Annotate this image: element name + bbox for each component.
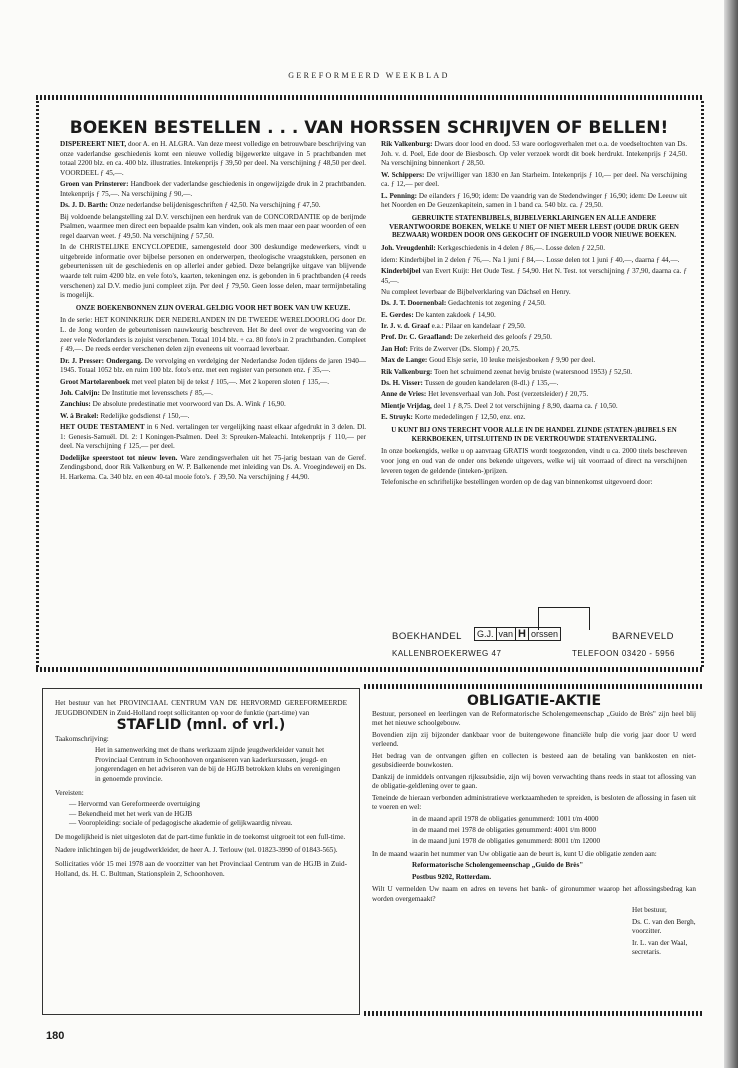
staflid-title: STAFLID (mnl. of vrl.) <box>116 717 286 734</box>
book-entry <box>60 412 366 422</box>
book-entry-lead: Dr. J. Presser: Ondergang. <box>60 356 143 365</box>
obligatie-border-top <box>364 684 704 689</box>
ad-border-top <box>36 95 704 100</box>
book-entry-lead: Kinderbijbel <box>381 266 421 275</box>
logo-phone: TELEFOON 03420 - 5956 <box>572 649 675 658</box>
book-entry-text: door A. en H. ALGRA. Van deze meest volledige en betrouwbare beschrijving van onze vaderlandse geschiedenis komt een nieuwe volledig bijgewerkte uitgave in 5 prachtbanden met totaal 2200 blz. en ca. 400 blz. illustraties. Intekenprijs ƒ 39,50 per deel. Na verschijning ƒ 48,50 per deel. VOORDEEL ƒ 45,—. <box>60 140 366 177</box>
book-entry-lead: Ir. J. v. d. Graaf <box>381 322 430 331</box>
book-entry <box>381 333 687 343</box>
ad-headline: BOEKEN BESTELLEN . . . VAN HORSSEN SCHRIJVEN OF BELLEN! <box>69 118 669 138</box>
staflid-paragraph: Sollicitaties vóór 15 mei 1978 aan de voorzitter van het Provinciaal Centrum van de HGJB in Zuid-Holland, ds. H. C. Bultman, Stationsplein 2, Schoonhoven. <box>55 859 347 878</box>
book-entry <box>381 379 687 389</box>
book-entry <box>381 368 687 378</box>
book-entry-text: Ware zendingsverhalen uit het 75-jarig bestaan van de Geref. Zendingsbond, door Rik Valkenburg en W. P. Balkenende met inleiding van Ds. A. Vroegindeweij en Ds. H. Harkema. Ca. 340 blz. en een 40-tal mooie foto's. ƒ 39,50. Na verschijning ƒ 44,90. <box>60 453 366 481</box>
book-entry-lead: Zanchius: <box>60 400 91 409</box>
requirement-item: — Hervormd van Gereformeerde overtuiging <box>77 800 347 810</box>
book-entry <box>60 316 366 354</box>
book-entry-lead: DISPEREERT NIET, <box>60 140 127 148</box>
left-subheading: ONZE BOEKENBONNEN ZIJN OVERAL GELDIG VOOR HET BOEK VAN UW KEUZE. <box>75 304 351 312</box>
obligatie-content <box>372 694 696 960</box>
page-number: 180 <box>46 1030 65 1042</box>
book-entry-text: Onze nederlandse belijdenisgeschriften ƒ 42,50. Na verschijning ƒ 47,50. <box>107 201 321 210</box>
book-entry-text: Nu compleet leverbaar de Bijbelverklaring van Dächsel en Henry. <box>381 287 571 296</box>
obligatie-paragraph: Het bedrag van de ontvangen giften en collecten is besteed aan de betaling van bankkosten en niet-gesubsidieerde bouwkosten. <box>372 751 696 770</box>
book-entry <box>381 288 687 298</box>
book-entry-lead: Prof. Dr. C. Graafland: <box>381 333 453 342</box>
book-entry <box>381 267 687 286</box>
bookshop-left-column <box>60 140 366 484</box>
obligatie-title: OBLIGATIE-AKTIE <box>466 693 602 709</box>
logo-brand-part: van <box>497 628 517 640</box>
book-entry-lead: E. Struyk: <box>381 413 413 422</box>
book-entry-text: e.a.: Pilaar en kandelaar ƒ 29,50. <box>429 322 526 331</box>
book-entry-text: De vrijwilliger van 1830 en Jan Starheim. Intekenprijs ƒ 10,— per deel. Na verschijning ca. ƒ 12,— per deel. <box>381 170 687 189</box>
book-entry-lead: L. Penning: <box>381 191 418 200</box>
book-entry-lead: Anne de Vries: <box>381 390 427 399</box>
book-entry-text: De kanten zakdoek ƒ 14,90. <box>413 310 496 319</box>
book-entry-lead: W. à Brakel: <box>60 411 99 420</box>
staflid-paragraph: Nadere inlichtingen bij de jeugdwerkleider, de heer A. J. Terlouw (tel. 01823-3990 of 01843-565). <box>55 846 338 855</box>
book-entry-lead: Max de Lange: <box>381 356 428 365</box>
book-entry-text: Goud Elsje serie, 10 leuke meisjesboeken ƒ 9,90 per deel. <box>427 356 596 365</box>
logo-address: KALLENBROEKERWEG 47 <box>392 649 502 658</box>
logo-brand-part: G.J. <box>475 628 497 640</box>
book-entry <box>381 140 687 169</box>
book-entry-lead: Rik Valkenburg: <box>381 367 433 376</box>
tasks-label: Taakomschrijving: <box>55 734 109 743</box>
closing-line: Het bestuur, <box>632 906 667 915</box>
book-entry <box>381 299 687 309</box>
book-entry-lead: E. Gerdes: <box>381 310 414 319</box>
book-entry <box>60 140 366 178</box>
book-entry-text: Bij voldoende belangstelling zal D.V. verschijnen een herdruk van de CONCORDANTIE op de berijmde Psalmen, waarmee men direct een bepaalde psalm kan vinden, ook als men maar een paar woorden of een regel daarvan weet. ƒ 49,50. Na verschijning ƒ 57,50. <box>60 212 366 240</box>
book-entry <box>60 378 366 388</box>
obligatie-paragraph: Teneinde de hieraan verbonden administratieve werkzaamheden te spreiden, is besloten de aflossing in fasen uit te voeren en wel: <box>372 793 696 812</box>
book-entry-text: met veel platen bij de tekst ƒ 105,—. Met 2 koperen sloten ƒ 135,—. <box>129 377 330 386</box>
book-entry-lead: Mientje Vrijdag, <box>381 401 432 410</box>
book-entry-text: De absolute predestinatie met voorwoord van Ds. A. Wink ƒ 16,90. <box>90 400 286 409</box>
book-entry-lead: W. Schippers: <box>381 170 425 179</box>
ad-border-right <box>701 100 704 667</box>
logo-brand-part: orssen <box>530 629 558 639</box>
book-entry-text: Toen het schuimend zeenat hevig bruiste (watersnood 1953) ƒ 52,50. <box>432 367 633 376</box>
book-entry <box>60 389 366 399</box>
book-entry <box>381 322 687 332</box>
book-entry-text: De eilanders ƒ 16,90; idem: De vaandrig van de Stedendwinger ƒ 16,90; idem: De Leeuw uit het Noorden en De Geuzenkapitein, samen in 1 band ca. 540 blz. ca. ƒ 29,50. <box>381 191 687 210</box>
book-entry-lead: Ds. J. D. Barth: <box>60 201 108 210</box>
book-entry <box>381 402 687 412</box>
address-box: Postbus 9202, Rotterdam. <box>412 872 492 881</box>
book-entry <box>60 180 366 199</box>
book-entry <box>60 243 366 301</box>
book-entry-text: Gedachtenis tot zegening ƒ 24,50. <box>446 299 546 308</box>
closing-line: Ir. L. van der Waal, secretaris. <box>632 938 688 957</box>
book-entry <box>381 413 687 423</box>
running-header: GEREFORMEERD WEEKBLAD <box>288 71 450 80</box>
book-entry <box>60 201 366 211</box>
book-entry <box>60 357 366 376</box>
book-entry-text: In de CHRISTELIJKE ENCYCLOPEDIE, samengesteld door 300 deskundige medewerkers, vindt u uitgebreide informatie over bijbelse personen en onderwerpen, theologische vraagstukken, personen en gebeurtenissen uit de geschiedenis en op allerlei ander gebied. Deze belangrijke uitgave van blijvende waarde telt ruim 4200 blz. en vele foto's, kaarten, tekeningen enz. is gebonden in 6 prachtbanden (4 reeds verschenen) zal D.V. medio juni compleet zijn. Per deel ƒ 79,50. Geen losse delen, maar termijnbetaling is mogelijk. <box>60 243 366 300</box>
book-entry-lead: Dodelijke speerstoot tot nieuw leven. <box>60 453 178 462</box>
book-entry-text: De vervolging en verdelging der Nederlandse Joden tijdens de jaren 1940—1945. Totaal 1052 blz. en ruim 100 blz. foto's enz. met een register van personen enz. ƒ 35,—. <box>60 356 366 375</box>
phase-line: in de maand juni 1978 de obligaties genummerd: 8001 t/m 12000 <box>412 837 601 846</box>
staflid-ad <box>42 688 360 1015</box>
book-entry-text: Frits de Zwerver (Ds. Slomp) ƒ 20,75. <box>407 344 520 353</box>
staflid-intro: Het bestuur van het PROVINCIAAL CENTRUM VAN DE HERVORMD GEREFORMEERDE JEUGDBONDEN in Zuid-Holland roept sollicitanten op voor de funktie (part-time) van <box>55 699 347 717</box>
book-entry-text: in 6 Ned. vertalingen ter vergelijking naast elkaar afgedrukt in 3 delen. Dl. 1: Genesis-Samuël. Dl. 2: I Koningen-Psalmen. Deel 3: Spreuken-Maleachi. Intekenprijs ƒ 110,— per deel. Na verschijning ƒ 125,— per deel. <box>60 423 366 451</box>
book-entry-text: idem: Kinderbijbel in 2 delen ƒ 76,—. Na 1 juni ƒ 84,—. Losse delen tot 1 juni ƒ 40,—, daarna ƒ 44,—. <box>381 255 680 264</box>
book-entry-lead: Joh. Calvijn: <box>60 389 100 398</box>
book-entry <box>381 192 687 211</box>
book-entry-text: deel 1 ƒ 8,75. Deel 2 tot verschijning ƒ 8,90, daarna ca. ƒ 10,50. <box>431 401 618 410</box>
logo-brand-box <box>474 627 561 641</box>
book-entry-text: In de serie: HET KONINKRIJK DER NEDERLANDEN IN DE TWEEDE WERELDOORLOG door Dr. L. de Jong worden de gebeurtenissen nauwkeurig beschreven. Het 8e deel over de wegvoering van de zeer vele Nederlanders is zojuist verschenen. Totaal 1014 blz. + ca. 80 foto's in 2 prachtbanden. Compleet ƒ 49,—. De reeds eerder verschenen delen zijn eveneens uit voorraad leverbaar. <box>60 316 366 354</box>
requirement-item: — Vooropleiding: sociale of pedagogische akademie of gelijkwaardig niveau. <box>77 819 347 829</box>
book-entry <box>381 390 687 400</box>
book-entry-text: De Institutie met levensschets ƒ 85,—. <box>99 389 213 398</box>
ad-border-bottom <box>36 667 704 672</box>
book-entry-text: Handboek der vaderlandse geschiedenis in ongewijzigde druk in 2 prachtbanden. Intekenprijs ƒ 75,—. Na verschijning ƒ 90,—. <box>60 180 366 198</box>
obligatie-paragraph: Bovendien zijn zij bijzonder dankbaar voor de buitengewone financiële hulp die vorig jaar door U werd verleend. <box>372 730 696 749</box>
right-subheading-2: U KUNT BIJ ONS TERECHT VOOR ALLE IN DE HANDEL ZIJNDE (STATEN-)BIJBELS EN KERKBOEKEN, UITSLUITEND IN DE VERTROUWDE STATENVERTALING. <box>391 426 677 443</box>
logo-town: BARNEVELD <box>612 631 675 642</box>
book-entry <box>381 256 687 266</box>
book-entry <box>381 356 687 366</box>
book-entry-text: Het levensverhaal van Joh. Post (verzetsleider) ƒ 20,75. <box>426 390 589 399</box>
book-entry-lead: Joh. Vreugdenhil: <box>381 244 436 253</box>
book-entry-text: Redelijke godsdienst ƒ 150,—. <box>98 411 190 420</box>
book-entry <box>60 454 366 483</box>
book-entry-text: Tussen de gouden kandelaren (8-dl.) ƒ 135,—. <box>422 379 559 388</box>
book-entry <box>381 345 687 355</box>
book-entry <box>60 423 366 452</box>
phase-line: in de maand mei 1978 de obligaties genummerd: 4001 t/m 8000 <box>412 825 597 834</box>
book-entry-text: De zekerheid des geloofs ƒ 29,50. <box>452 333 552 342</box>
book-entry-lead: HET OUDE TESTAMENT <box>60 423 145 432</box>
send-text: In de maand waarin het nummer van Uw obligatie aan de beurt is, kunt U die obligatie zenden aan: <box>372 849 657 858</box>
bookshop-right-column <box>381 140 687 489</box>
catalog-text: In onze boekengids, welke u op aanvraag GRATIS wordt toegezonden, vindt u ca. 2000 titels beschreven voor jong en oud van de onder ons bekende uitgevers, welke wij uit voorraad of direct na verschijnen leveren tegen de geldende (inteken-)prijzen. <box>381 447 687 475</box>
book-entry-text: Korte mededelingen ƒ 12,50, enz. enz. <box>412 413 526 422</box>
page-edge-shadow <box>724 0 738 1068</box>
book-entry <box>381 311 687 321</box>
staflid-content <box>55 699 347 881</box>
book-entry-lead: Jan Hof: <box>381 344 408 353</box>
right-subheading: GEBRUIKTE STATENBIJBELS, BIJBELVERKLARINGEN EN ALLE ANDERE VERANTWOORDE BOEKEN, WELKE U NIET OF NIET MEER LEEST (OUDE DRUK GEEN BEZWAAR) WORDEN DOOR ONS GEKOCHT OF INGERUILD VOOR NIEUWE BOEKEN. <box>389 214 679 240</box>
order-text: Telefonische en schriftelijke bestellingen worden op de dag van binnenkomst uitgevoerd door: <box>381 477 653 486</box>
book-entry-lead: Groen van Prinsterer: <box>60 180 129 189</box>
obligatie-border-bottom <box>364 1011 704 1016</box>
ad-border-left <box>36 100 39 667</box>
book-entry-text: Dwars door lood en dood. 53 ware oorlogsverhalen met o.a. de voedseltochten van Ds. Joh. v. d. Poel, Ede door de Biesbosch. Op veler verzoek wordt dit boek herdrukt. Intekenprijs ƒ 24,50. Na verschijning binnenkort ƒ 28,50. <box>381 140 687 168</box>
request-text: Wilt U vermelden Uw naam en adres en tevens het bank- of gironummer waarop het aflossingsbedrag kan worden overgemaakt? <box>372 885 696 903</box>
requirement-item: — Bekendheid met het werk van de HGJB <box>77 810 347 820</box>
address-name: Reformatorische Scholengemeenschap „Guido de Brès" <box>412 861 584 870</box>
obligatie-paragraph: Bestuur, personeel en leerlingen van de Reformatorische Scholengemeenschap „Guido de Brès" zijn heel blij met het nieuwe schoolgebouw. <box>372 709 696 728</box>
staflid-paragraph: De mogelijkheid is niet uitgesloten dat de part-time funktie in de toekomst uitgroeit tot een full-time. <box>55 832 346 841</box>
book-entry <box>381 171 687 190</box>
book-entry <box>381 244 687 254</box>
closing-line: Ds. C. van den Bergh, voorzitter. <box>632 917 696 936</box>
book-entry-lead: Groot Martelarenboek <box>60 377 130 386</box>
requirements-list <box>55 800 347 829</box>
requirements-label: Vereisten: <box>55 788 84 797</box>
logo-shop-label: BOEKHANDEL <box>392 631 462 642</box>
book-entry-lead: Ds. H. Visser: <box>381 379 423 388</box>
book-entry <box>60 213 366 242</box>
book-entry-lead: Rik Valkenburg: <box>381 140 433 148</box>
book-entry-text: Kerkgeschiedenis in 4 delen ƒ 86,—. Losse delen ƒ 22,50. <box>435 244 605 253</box>
bookshop-logo <box>390 607 690 657</box>
book-entry-text: van Evert Kuijt: Het Oude Test. ƒ 54,90. Het N. Test. tot verschijning ƒ 37,90, daarna ca. ƒ 45,—. <box>381 266 687 285</box>
tasks-text: Het in samenwerking met de thans werkzaam zijnde jeugdwerkleider vanuit het Provinciaal Centrum in Schoonhoven organiseren van kaderkursussen, jeugd- en jongerendagen en het adviseren van de bij de HGJB betrokken klubs en verenigingen in genoemde provincie. <box>95 746 341 783</box>
obligatie-paragraph: Dankzij de inmiddels ontvangen rijkssubsidie, zijn wij boven verwachting thans reeds in staat tot aflossing van de obligatie-geldlening over te gaan. <box>372 772 696 791</box>
logo-brand-part: H <box>516 628 529 640</box>
book-entry-lead: Ds. J. T. Doornenbal: <box>381 299 447 308</box>
phase-line: in de maand april 1978 de obligaties genummerd: 1001 t/m 4000 <box>412 814 599 823</box>
book-entry <box>60 400 366 410</box>
